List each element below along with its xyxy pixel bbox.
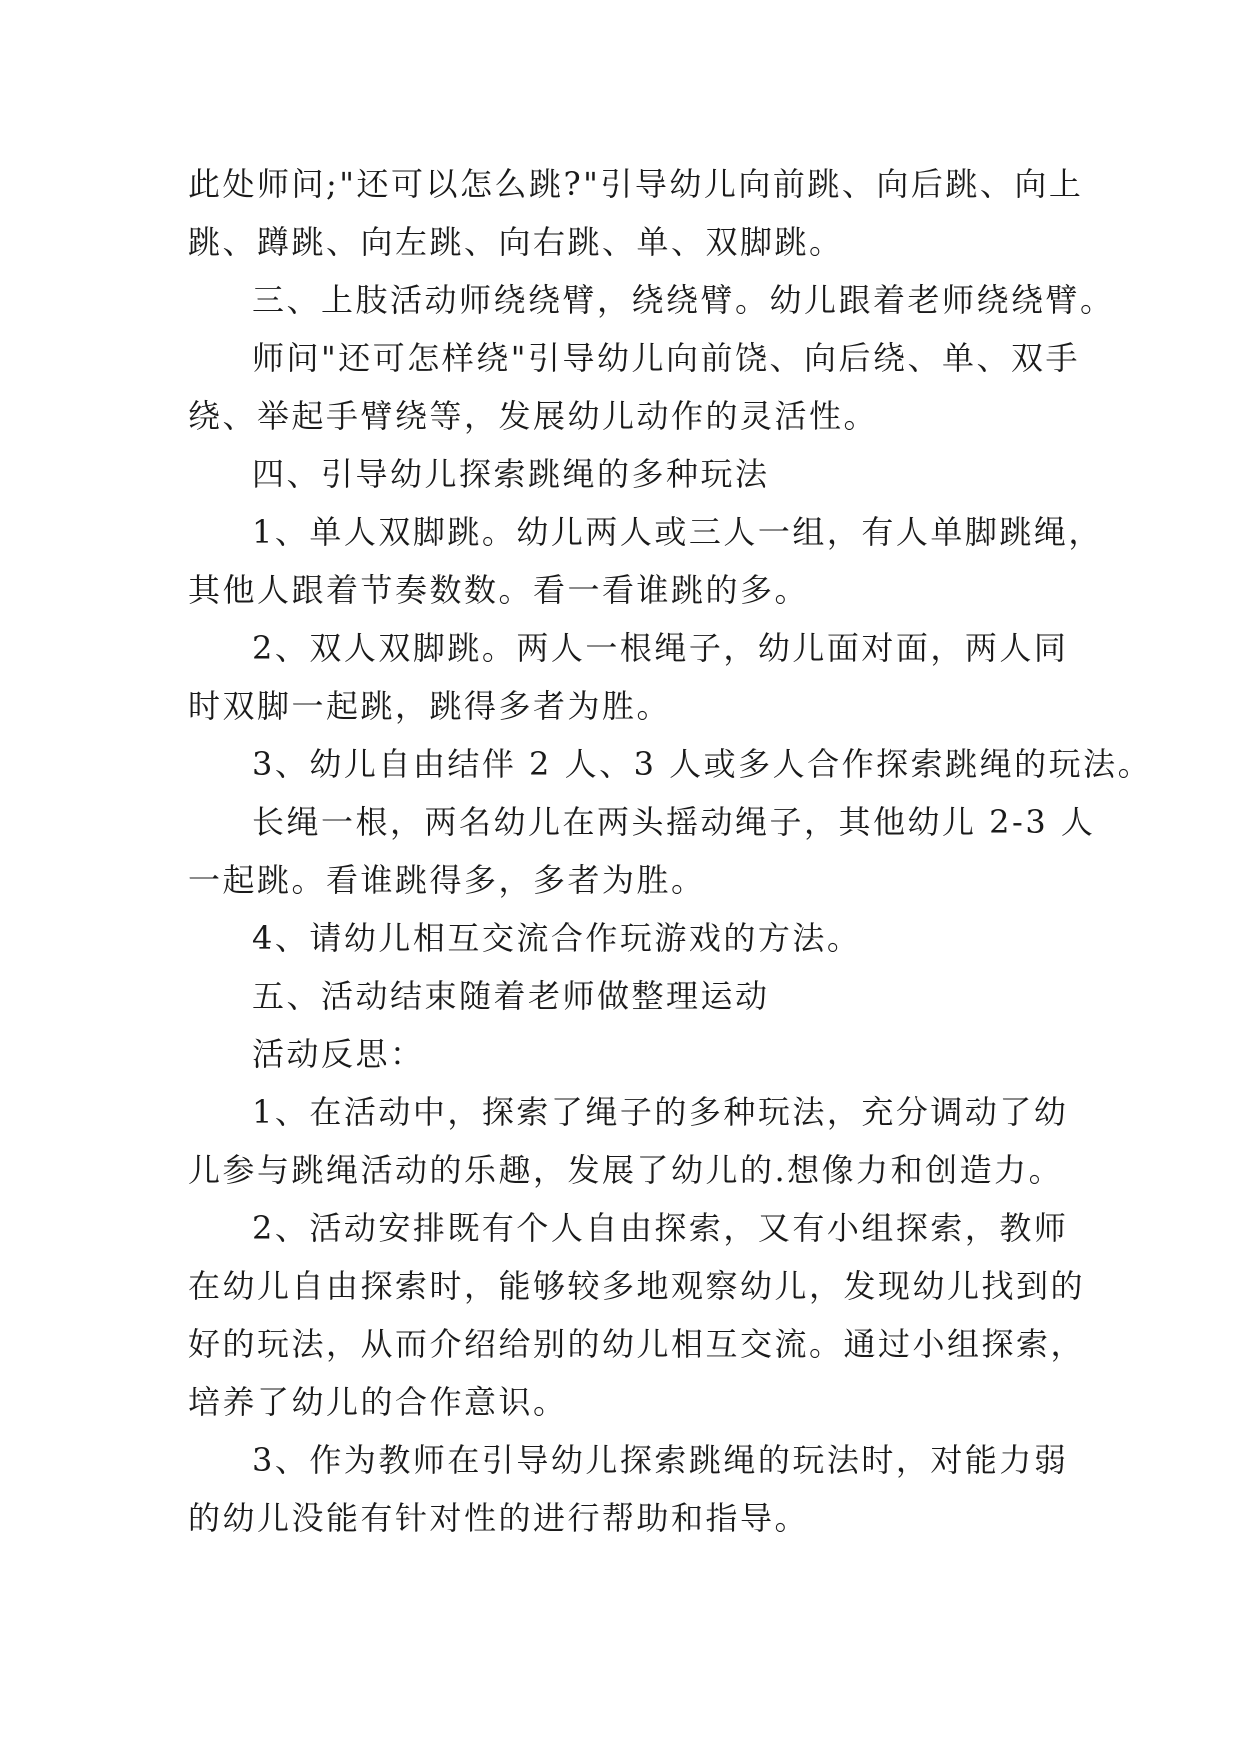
text-line: 3、作为教师在引导幼儿探索跳绳的玩法时，对能力弱: [252, 1441, 1069, 1479]
text-line: 1、在活动中，探索了绳子的多种玩法，充分调动了幼: [252, 1093, 1069, 1131]
text-line: 时双脚一起跳，跳得多者为胜。: [188, 687, 672, 725]
section-heading: 活动反思：: [252, 1035, 425, 1073]
text-line: 绕、举起手臂绕等，发展幼儿动作的灵活性。: [188, 397, 879, 435]
text-line: 长绳一根，两名幼儿在两头摇动绳子，其他幼儿 2-3 人: [252, 803, 1096, 841]
text-line: 好的玩法，从而介绍给别的幼儿相互交流。通过小组探索，: [188, 1325, 1086, 1363]
section-heading: 四、引导幼儿探索跳绳的多种玩法: [252, 455, 770, 493]
text-line: 其他人跟着节奏数数。看一看谁跳的多。: [188, 571, 810, 609]
text-line: 此处师问;"还可以怎么跳?"引导幼儿向前跳、向后跳、向上: [188, 165, 1084, 203]
text-line: 跳、蹲跳、向左跳、向右跳、单、双脚跳。: [188, 223, 844, 261]
text-line: 1、单人双脚跳。幼儿两人或三人一组，有人单脚跳绳，: [252, 513, 1103, 551]
text-line: 2、双人双脚跳。两人一根绳子，幼儿面对面，两人同: [252, 629, 1069, 667]
text-line: 培养了幼儿的合作意识。: [188, 1383, 568, 1421]
text-line: 2、活动安排既有个人自由探索，又有小组探索，教师: [252, 1209, 1069, 1247]
text-line: 的幼儿没能有针对性的进行帮助和指导。: [188, 1499, 810, 1537]
text-line: 一起跳。看谁跳得多，多者为胜。: [188, 861, 706, 899]
text-line: 4、请幼儿相互交流合作玩游戏的方法。: [252, 919, 862, 957]
section-heading: 五、活动结束随着老师做整理运动: [252, 977, 770, 1015]
text-line: 三、上肢活动师绕绕臂，绕绕臂。幼儿跟着老师绕绕臂。: [252, 281, 1115, 319]
text-line: 在幼儿自由探索时，能够较多地观察幼儿，发现幼儿找到的: [188, 1267, 1086, 1305]
text-line: 儿参与跳绳活动的乐趣，发展了幼儿的.想像力和创造力。: [188, 1151, 1064, 1189]
text-line: 3、幼儿自由结伴 2 人、3 人或多人合作探索跳绳的玩法。: [252, 745, 1153, 783]
document-body: [188, 155, 1153, 1547]
text-line: 师问"还可怎样绕"引导幼儿向前饶、向后绕、单、双手: [252, 339, 1080, 377]
